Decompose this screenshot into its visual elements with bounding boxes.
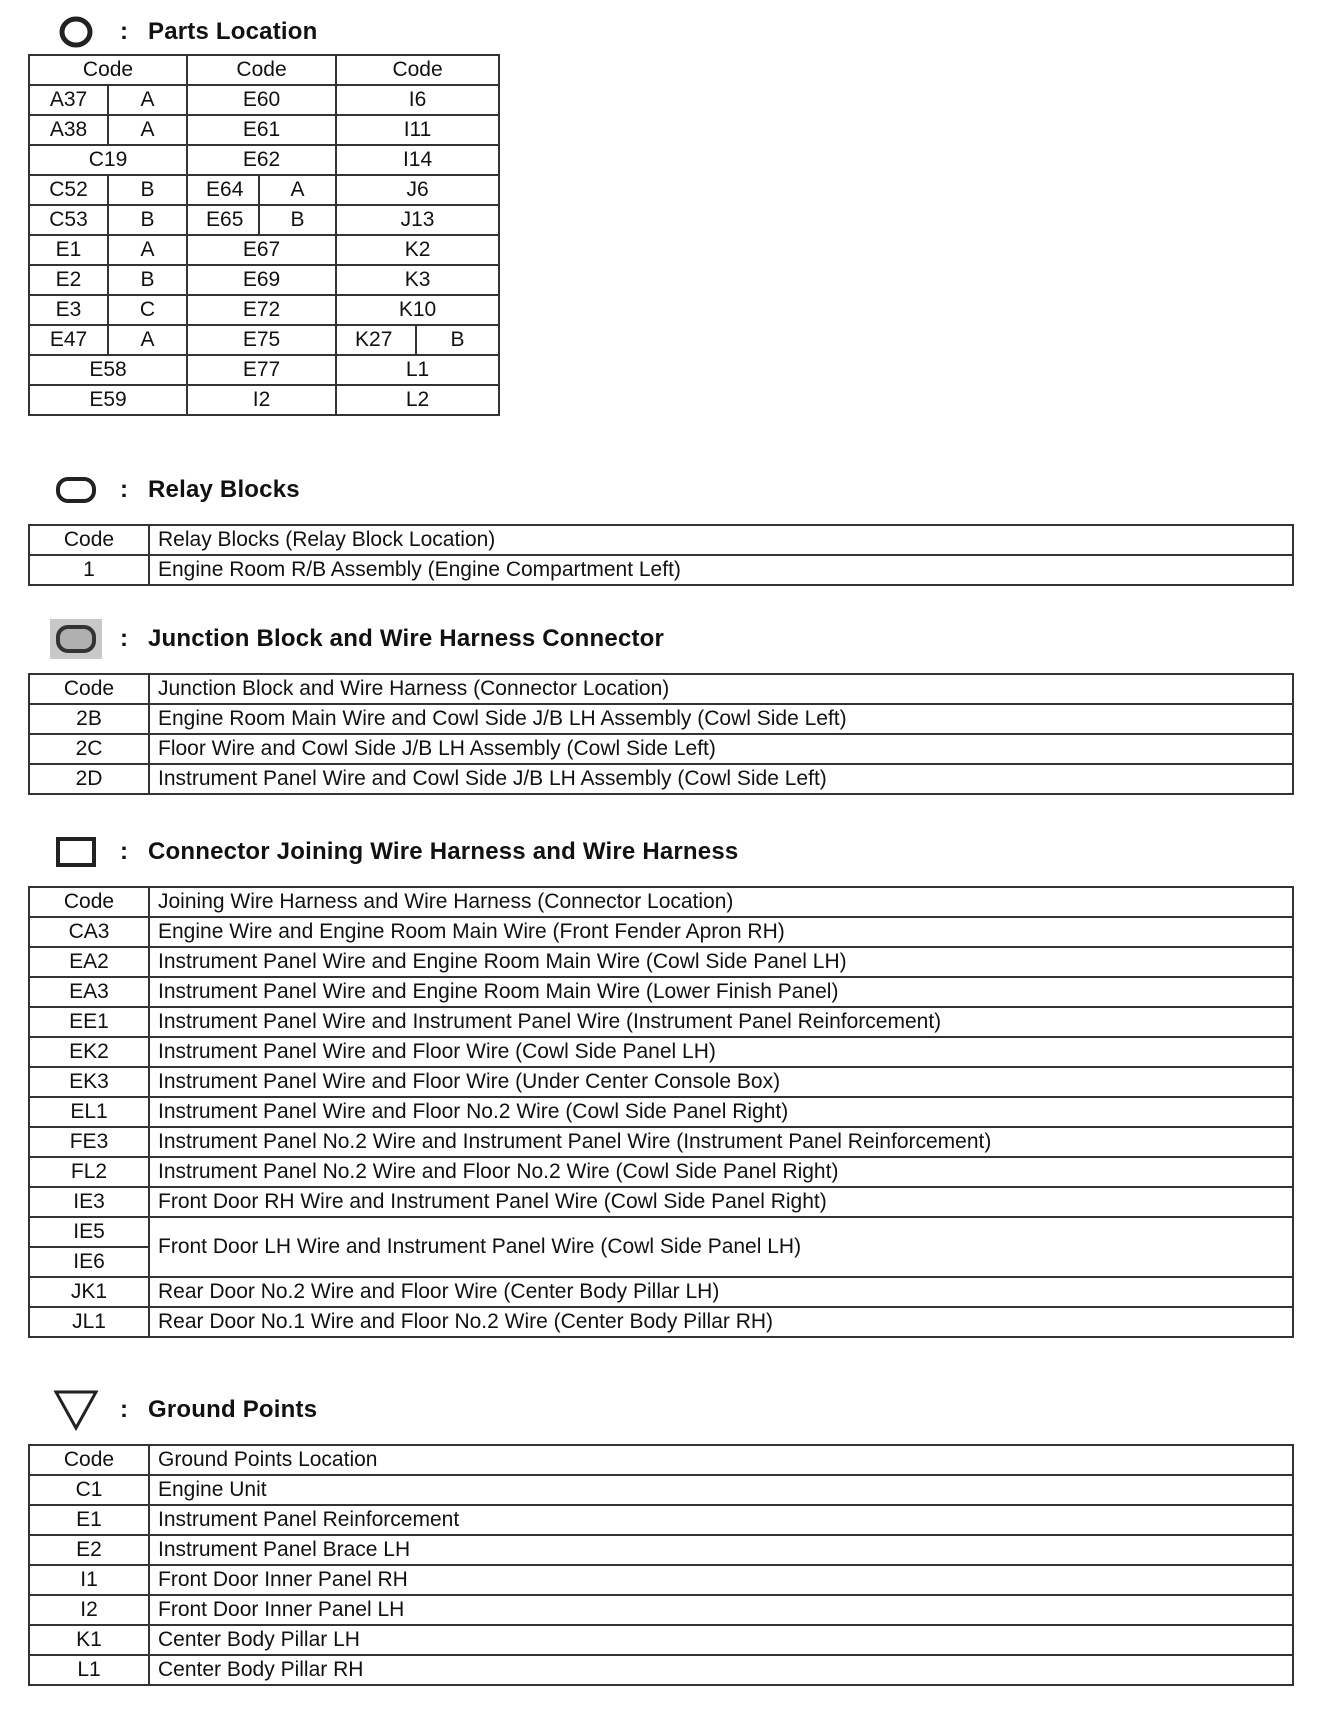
table-row xyxy=(29,764,1293,794)
down-triangle-icon xyxy=(48,1388,104,1432)
header-cell: Relay Blocks (Relay Block Location) xyxy=(149,525,1293,555)
table-row xyxy=(29,1217,1293,1247)
code-cell: C1 xyxy=(29,1475,149,1505)
table-header-row xyxy=(29,887,1293,917)
code-cell: E75 xyxy=(187,325,336,355)
code-cell: E2 xyxy=(29,265,108,295)
table-row xyxy=(29,115,499,145)
location-letter-cell: B xyxy=(108,265,187,295)
header-cell: Ground Points Location xyxy=(149,1445,1293,1475)
code-cell: 1 xyxy=(29,555,149,585)
header-cell: Code xyxy=(29,674,149,704)
description-cell: Front Door Inner Panel LH xyxy=(149,1595,1293,1625)
description-cell: Rear Door No.1 Wire and Floor No.2 Wire (Center Body Pillar RH) xyxy=(149,1307,1293,1337)
table-row xyxy=(29,355,499,385)
code-cell: C53 xyxy=(29,205,108,235)
header-cell: Code xyxy=(29,55,187,85)
table-row xyxy=(29,1097,1293,1127)
table-row xyxy=(29,1307,1293,1337)
description-cell: Rear Door No.2 Wire and Floor Wire (Center Body Pillar LH) xyxy=(149,1277,1293,1307)
table-row xyxy=(29,1535,1293,1565)
code-cell: 2D xyxy=(29,764,149,794)
code-cell: E72 xyxy=(187,295,336,325)
code-cell: K27 xyxy=(336,325,416,355)
code-cell: E62 xyxy=(187,145,336,175)
ground-points-heading xyxy=(48,1388,317,1432)
location-letter-cell: B xyxy=(108,205,187,235)
code-cell: J13 xyxy=(336,205,499,235)
table-row xyxy=(29,175,499,205)
description-cell: Floor Wire and Cowl Side J/B LH Assembly (Cowl Side Left) xyxy=(149,734,1293,764)
section-title: Junction Block and Wire Harness Connector xyxy=(148,625,665,652)
description-cell: Center Body Pillar LH xyxy=(149,1625,1293,1655)
table-row xyxy=(29,1157,1293,1187)
table-header-row xyxy=(29,525,1293,555)
relay-blocks-table xyxy=(28,524,1294,586)
code-cell: E67 xyxy=(187,235,336,265)
code-cell: E58 xyxy=(29,355,187,385)
table-row xyxy=(29,704,1293,734)
connector-joining-table xyxy=(28,886,1294,1338)
table-row xyxy=(29,1655,1293,1685)
code-cell: FL2 xyxy=(29,1157,149,1187)
description-cell: Instrument Panel Wire and Floor No.2 Wire (Cowl Side Panel Right) xyxy=(149,1097,1293,1127)
code-cell: K2 xyxy=(336,235,499,265)
description-cell: Center Body Pillar RH xyxy=(149,1655,1293,1685)
description-cell: Instrument Panel Wire and Engine Room Main Wire (Cowl Side Panel LH) xyxy=(149,947,1293,977)
code-cell: CA3 xyxy=(29,917,149,947)
code-cell: I2 xyxy=(187,385,336,415)
description-cell: Instrument Panel Reinforcement xyxy=(149,1505,1293,1535)
section-title: Relay Blocks xyxy=(148,476,300,503)
code-cell: I2 xyxy=(29,1595,149,1625)
ground-points-table xyxy=(28,1444,1294,1686)
table-row xyxy=(29,235,499,265)
code-cell: E61 xyxy=(187,115,336,145)
code-cell: IE6 xyxy=(29,1247,149,1277)
header-cell: Code xyxy=(29,1445,149,1475)
table-row xyxy=(29,1187,1293,1217)
table-row xyxy=(29,1505,1293,1535)
table-row xyxy=(29,977,1293,1007)
table-row xyxy=(29,947,1293,977)
header-cell: Junction Block and Wire Harness (Connector Location) xyxy=(149,674,1293,704)
heading-colon: : xyxy=(120,476,128,503)
location-letter-cell: A xyxy=(259,175,336,205)
code-cell: L2 xyxy=(336,385,499,415)
table-row xyxy=(29,1277,1293,1307)
code-cell: EE1 xyxy=(29,1007,149,1037)
table-row xyxy=(29,555,1293,585)
code-cell: E69 xyxy=(187,265,336,295)
description-cell: Engine Unit xyxy=(149,1475,1293,1505)
code-cell: C52 xyxy=(29,175,108,205)
code-cell: EL1 xyxy=(29,1097,149,1127)
table-row xyxy=(29,1595,1293,1625)
header-cell: Code xyxy=(29,887,149,917)
header-cell: Code xyxy=(336,55,499,85)
description-cell: Instrument Panel Wire and Instrument Panel Wire (Instrument Panel Reinforcement) xyxy=(149,1007,1293,1037)
circle-icon xyxy=(48,10,104,54)
code-cell: E47 xyxy=(29,325,108,355)
junction-block-heading xyxy=(48,617,664,661)
code-cell: EK2 xyxy=(29,1037,149,1067)
description-cell: Instrument Panel No.2 Wire and Floor No.2 Wire (Cowl Side Panel Right) xyxy=(149,1157,1293,1187)
description-cell: Instrument Panel Brace LH xyxy=(149,1535,1293,1565)
code-cell: I14 xyxy=(336,145,499,175)
code-cell: J6 xyxy=(336,175,499,205)
location-letter-cell: B xyxy=(108,175,187,205)
section-title: Parts Location xyxy=(148,18,318,45)
header-cell: Joining Wire Harness and Wire Harness (Connector Location) xyxy=(149,887,1293,917)
code-cell: E77 xyxy=(187,355,336,385)
rounded-rectangle-icon xyxy=(48,468,104,512)
description-cell: Instrument Panel No.2 Wire and Instrument Panel Wire (Instrument Panel Reinforcement) xyxy=(149,1127,1293,1157)
code-cell: I1 xyxy=(29,1565,149,1595)
table-row xyxy=(29,917,1293,947)
code-cell: E64 xyxy=(187,175,259,205)
parts-location-heading xyxy=(48,10,318,54)
description-cell: Instrument Panel Wire and Floor Wire (Cowl Side Panel LH) xyxy=(149,1037,1293,1067)
code-cell: E65 xyxy=(187,205,259,235)
description-cell: Engine Wire and Engine Room Main Wire (Front Fender Apron RH) xyxy=(149,917,1293,947)
table-row xyxy=(29,205,499,235)
code-cell: EA2 xyxy=(29,947,149,977)
code-cell: L1 xyxy=(29,1655,149,1685)
code-cell: K3 xyxy=(336,265,499,295)
table-row xyxy=(29,1067,1293,1097)
table-row xyxy=(29,1475,1293,1505)
table-row xyxy=(29,1007,1293,1037)
table-row xyxy=(29,295,499,325)
code-cell: IE3 xyxy=(29,1187,149,1217)
code-cell: 2B xyxy=(29,704,149,734)
code-cell: FE3 xyxy=(29,1127,149,1157)
section-title: Ground Points xyxy=(148,1396,318,1423)
code-cell: E2 xyxy=(29,1535,149,1565)
location-letter-cell: A xyxy=(108,235,187,265)
table-row xyxy=(29,325,499,355)
description-cell: Instrument Panel Wire and Engine Room Main Wire (Lower Finish Panel) xyxy=(149,977,1293,1007)
code-cell: K10 xyxy=(336,295,499,325)
rectangle-icon xyxy=(48,830,104,874)
code-cell: I11 xyxy=(336,115,499,145)
location-letter-cell: A xyxy=(108,85,187,115)
code-cell: JL1 xyxy=(29,1307,149,1337)
description-cell: Engine Room R/B Assembly (Engine Compartment Left) xyxy=(149,555,1293,585)
header-cell: Code xyxy=(187,55,336,85)
table-row xyxy=(29,1037,1293,1067)
table-row xyxy=(29,1565,1293,1595)
code-cell: E1 xyxy=(29,1505,149,1535)
heading-colon: : xyxy=(120,838,128,865)
code-cell: EA3 xyxy=(29,977,149,1007)
code-cell: E59 xyxy=(29,385,187,415)
junction-block-table xyxy=(28,673,1294,795)
code-cell: K1 xyxy=(29,1625,149,1655)
description-cell: Front Door Inner Panel RH xyxy=(149,1565,1293,1595)
relay-blocks-heading xyxy=(48,468,300,512)
section-title: Connector Joining Wire Harness and Wire Harness xyxy=(148,838,739,865)
table-row xyxy=(29,1625,1293,1655)
code-cell: EK3 xyxy=(29,1067,149,1097)
code-cell: IE5 xyxy=(29,1217,149,1247)
heading-colon: : xyxy=(120,625,128,652)
code-cell: 2C xyxy=(29,734,149,764)
description-cell: Engine Room Main Wire and Cowl Side J/B LH Assembly (Cowl Side Left) xyxy=(149,704,1293,734)
table-row xyxy=(29,385,499,415)
table-row xyxy=(29,145,499,175)
code-cell: E60 xyxy=(187,85,336,115)
location-letter-cell: C xyxy=(108,295,187,325)
connector-joining-heading xyxy=(48,830,738,874)
table-header-row xyxy=(29,55,499,85)
location-letter-cell: A xyxy=(108,325,187,355)
table-row xyxy=(29,734,1293,764)
table-header-row xyxy=(29,1445,1293,1475)
table-row xyxy=(29,85,499,115)
table-row xyxy=(29,1127,1293,1157)
code-cell: L1 xyxy=(336,355,499,385)
code-cell: A38 xyxy=(29,115,108,145)
description-cell: Instrument Panel Wire and Floor Wire (Under Center Console Box) xyxy=(149,1067,1293,1097)
code-cell: E3 xyxy=(29,295,108,325)
parts-location-table xyxy=(28,54,500,416)
code-cell: JK1 xyxy=(29,1277,149,1307)
location-letter-cell: B xyxy=(416,325,499,355)
table-header-row xyxy=(29,674,1293,704)
code-cell: A37 xyxy=(29,85,108,115)
heading-colon: : xyxy=(120,18,128,45)
description-cell: Front Door LH Wire and Instrument Panel Wire (Cowl Side Panel LH) xyxy=(149,1217,1293,1277)
code-cell: E1 xyxy=(29,235,108,265)
location-letter-cell: B xyxy=(259,205,336,235)
heading-colon: : xyxy=(120,1396,128,1423)
location-letter-cell: A xyxy=(108,115,187,145)
table-row xyxy=(29,265,499,295)
shaded-rounded-rectangle-icon xyxy=(48,617,104,661)
description-cell: Instrument Panel Wire and Cowl Side J/B LH Assembly (Cowl Side Left) xyxy=(149,764,1293,794)
description-cell: Front Door RH Wire and Instrument Panel Wire (Cowl Side Panel Right) xyxy=(149,1187,1293,1217)
code-cell: C19 xyxy=(29,145,187,175)
header-cell: Code xyxy=(29,525,149,555)
code-cell: I6 xyxy=(336,85,499,115)
